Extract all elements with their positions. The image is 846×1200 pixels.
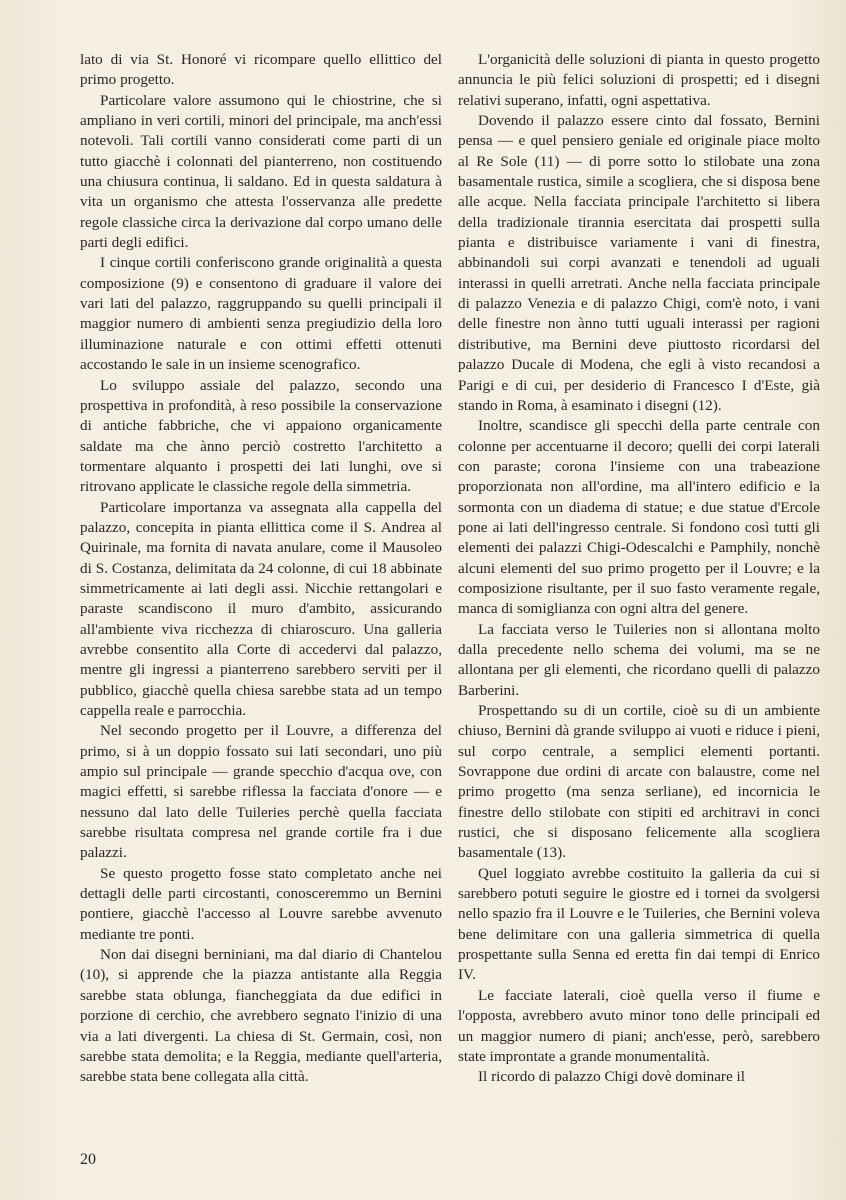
left-text-column (80, 50, 442, 1088)
paragraph: lato di via St. Honoré vi ricompare quello ellittico del primo progetto. (80, 51, 442, 89)
paragraph: Il ricordo di palazzo Chigi dovè dominare il (478, 1068, 745, 1086)
right-text-column (458, 50, 820, 1088)
paragraph: Prospettando su di un cortile, cioè su di un ambiente chiuso, Bernini dà grande sviluppo ai vuoti e riduce i pieni, sul corpo centrale, a semplici elementi portanti. Sovrappone due ordini di arcate con balaustre, come nel primo progetto (ma senza serliane), ed incornicia le finestre dello stilobate con stipiti ed architravi in conci rustici, che si disposano felicemente alla scogliera basamentale (13). (458, 702, 820, 862)
paragraph: Lo sviluppo assiale del palazzo, secondo una prospettiva in profondità, à reso possibile la conservazione di antiche fabbriche, che vi appaiono organicamente saldate ma che ànno perciò costretto l'architetto a tormentare alquanto i prospetti dei lati lunghi, ove si ritrovano applicate le classiche regole della simmetria. (80, 376, 442, 496)
paragraph: Quel loggiato avrebbe costituito la galleria da cui si sarebbero potuti seguire le giostre ed i tornei da svolgersi nello spazio fra il Louvre e le Tuileries, che Bernini voleva bene delimitare con una galleria simmetrica di quella prospettante sulla Senna ed eretta fin dai tempi di Enrico IV. (458, 864, 820, 984)
paragraph: Se questo progetto fosse stato completato anche nei dettagli delle parti circostanti, conosceremmo un Bernini pontiere, giacchè l'accesso al Louvre sarebbe avvenuto mediante tre ponti. (80, 864, 442, 943)
paragraph: Non dai disegni berniniani, ma dal diario di Chantelou (10), si apprende che la piazza antistante alla Reggia sarebbe stata oblunga, fiancheggiata da due edifici in porzione di cerchio, che avrebbero segnato l'inizio di una via a lati divergenti. La chiesa di St. Germain, così, non sarebbe stata demolita; e la Reggia, mediante quell'arteria, sarebbe stata bene collegata alla città. (80, 946, 442, 1086)
paragraph: Dovendo il palazzo essere cinto dal fossato, Bernini pensa — e quel pensiero geniale ed originale piace molto al Re Sole (11) — di porre sotto lo stilobate una zona basamentale rustica, simile a scogliera, che si disposa bene alle acque. Nella facciata principale l'architetto si libera della tradizionale tirannia esercitata dai prospetti sulla pianta e distribuisce variamente i vani di finestra, abbinandoli sui corpi avanzati e tenendoli ad uguali interassi in quelli arretrati. Anche nella facciata principale di palazzo Venezia e di palazzo Chigi, com'è noto, i vani delle finestre non ànno tutti uguali interassi per ragioni distributive, ma Bernini deve piuttosto ricordarsi del palazzo Ducale di Modena, che egli à visto recandosi a Parigi e di cui, per desiderio di Francesco I d'Este, già stando in Roma, à esaminato i disegni (12). (458, 112, 820, 414)
paragraph: Le facciate laterali, cioè quella verso il fiume e l'opposta, avrebbero avuto minor tono delle principali ed un maggior numero di piani; anch'esse, però, sarebbero state improntate a grande monumentalità. (458, 986, 820, 1065)
paragraph: I cinque cortili conferiscono grande originalità a questa composizione (9) e consentono di graduare il valore dei vari lati del palazzo, raggruppando su quelli principali il maggior numero di ambienti senza pregiudizio della loro illuminazione naturale e con ottimi effetti ottenuti accostando le sale in un insieme scenografico. (80, 254, 442, 374)
paragraph: Particolare importanza va assegnata alla cappella del palazzo, concepita in pianta ellittica come il S. Andrea al Quirinale, ma fornita di navata anulare, come il Mausoleo di S. Costanza, delimitata da 24 colonne, di cui 18 abbinate simmetricamente ai lati degli assi. Nicchie rettangolari e paraste scandiscono il muro d'ambito, assicurando all'ambiente viva ricchezza di chiaroscuro. Una galleria avrebbe consentito alla Corte di accedervi dal palazzo, mentre gli ingressi a pianterreno sarebbero serviti per il pubblico, giacchè quella chiesa sarebbe stata ad un tempo cappella reale e parrocchia. (80, 498, 442, 719)
paragraph: Inoltre, scandisce gli specchi della parte centrale con colonne per accentuarne il decoro; quelli dei corpi laterali con paraste; corona l'insieme con una trabeazione proporzionata non all'ordine, ma all'intero edificio e la sormonta con un diadema di statue; e due statue d'Ercole pone ai lati dell'ingresso centrale. Si fondono così tutti gli elementi dei palazzi Chigi-Odescalchi e Pamphily, nonchè alcuni elementi del suo primo progetto per il Louvre; e la composizione risultante, per il suo fasto veramente regale, manca di somiglianza con ogni altra del genere. (458, 417, 820, 618)
paragraph: Nel secondo progetto per il Louvre, a differenza del primo, si à un doppio fossato sui lati secondari, uno più ampio sul principale — grande specchio d'acqua ove, con magici effetti, si sarebbe riflessa la facciata d'onore — e nessuno dal lato delle Tuileries perchè quella facciata sarebbe risultata compresa nel grande cortile fra i due palazzi. (80, 722, 442, 862)
paragraph: La facciata verso le Tuileries non si allontana molto dalla precedente nello schema dei volumi, ma se ne allontana per gli elementi, che ricordano quelli di palazzo Barberini. (458, 620, 820, 699)
paragraph: Particolare valore assumono qui le chiostrine, che si ampliano in veri cortili, minori del principale, ma anch'essi notevoli. Tali cortili vanno considerati come parti di un tutto giacchè i colonnati del pianterreno, non costituendo una chiusura continua, li saldano. Ed in questa saldatura à vita un organismo che attesta l'osservanza alle predette regole classiche circa la derivazione dal corpo umano delle parti degli edifici. (80, 91, 442, 252)
paragraph: L'organicità delle soluzioni di pianta in questo progetto annuncia le più felici soluzioni di prospetti; ed i disegni relativi superano, infatti, ogni aspettativa. (458, 51, 820, 109)
page-number: 20 (80, 1151, 96, 1168)
